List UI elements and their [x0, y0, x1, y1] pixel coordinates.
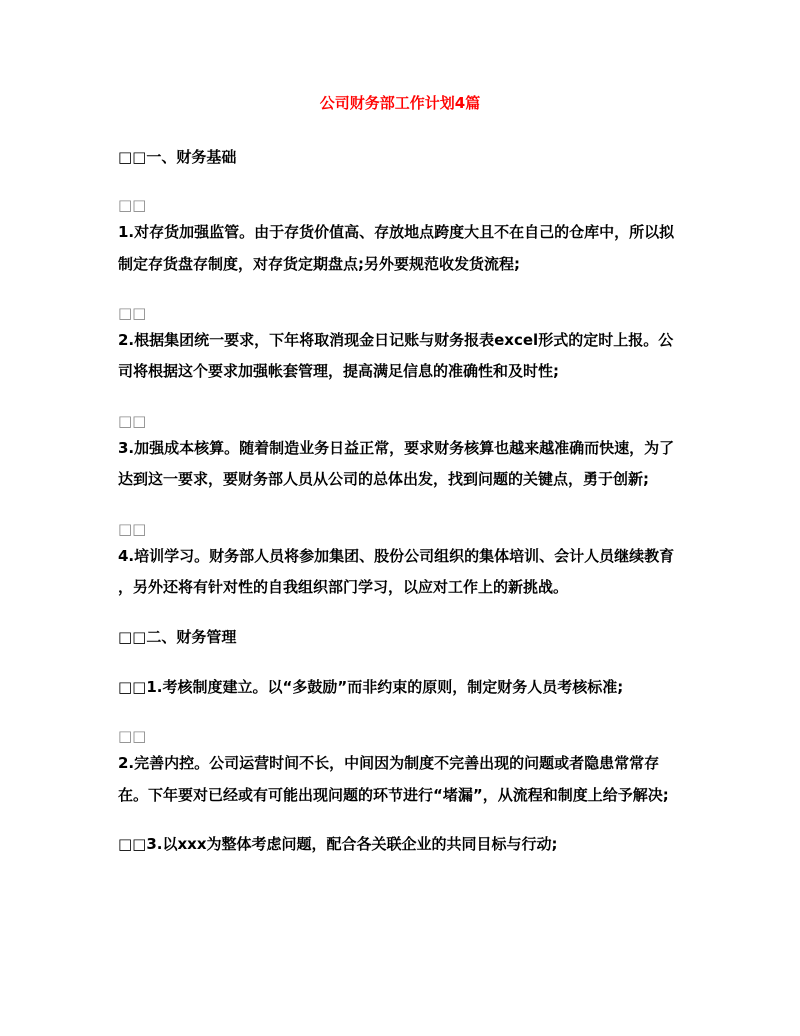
paragraph-line: ，另外还将有针对性的自我组织部门学习，以应对工作上的新挑战。: [118, 578, 569, 596]
paragraph-line: 制定存货盘存制度，对存货定期盘点;另外要规范收发货流程;: [118, 255, 520, 273]
placeholder-glyphs: □□: [118, 304, 147, 322]
placeholder-glyphs: □□: [118, 412, 147, 430]
paragraph-line: □□3.以xxx为整体考虑问题，配合各关联企业的共同目标与行动;: [118, 835, 558, 853]
paragraph-line: 2.根据集团统一要求，下年将取消现金日记账与财务报表excel形式的定时上报。公: [118, 331, 674, 349]
paragraph-line: 4.培训学习。财务部人员将参加集团、股份公司组织的集体培训、会计人员继续教育: [118, 547, 675, 565]
paragraph-line: 2.完善内控。公司运营时间不长，中间因为制度不完善出现的问题或者隐患常常存: [118, 754, 660, 772]
placeholder-glyphs: □□: [118, 196, 147, 214]
document-title: 公司财务部工作计划4篇: [319, 94, 481, 112]
section-heading-2: □□二、财务管理: [118, 628, 237, 646]
paragraph-line: 司将根据这个要求加强帐套管理，提高满足信息的准确性和及时性;: [118, 362, 560, 380]
paragraph-line: 达到这一要求，要财务部人员从公司的总体出发，找到问题的关键点，勇于创新;: [118, 470, 650, 488]
placeholder-glyphs: □□: [118, 727, 147, 745]
paragraph-line: 3.加强成本核算。随着制造业务日益正常，要求财务核算也越来越准确而快速，为了: [118, 439, 675, 457]
paragraph-line: □□1.考核制度建立。以“多鼓励”而非约束的原则，制定财务人员考核标准;: [118, 678, 624, 696]
section-heading-1: □□一、财务基础: [118, 148, 237, 166]
paragraph-line: 1.对存货加强监管。由于存货价值高、存放地点跨度大且不在自己的仓库中，所以拟: [118, 223, 675, 241]
placeholder-glyphs: □□: [118, 520, 147, 538]
paragraph-line: 在。下年要对已经或有可能出现问题的环节进行“堵漏”，从流程和制度上给予解决;: [118, 786, 669, 804]
